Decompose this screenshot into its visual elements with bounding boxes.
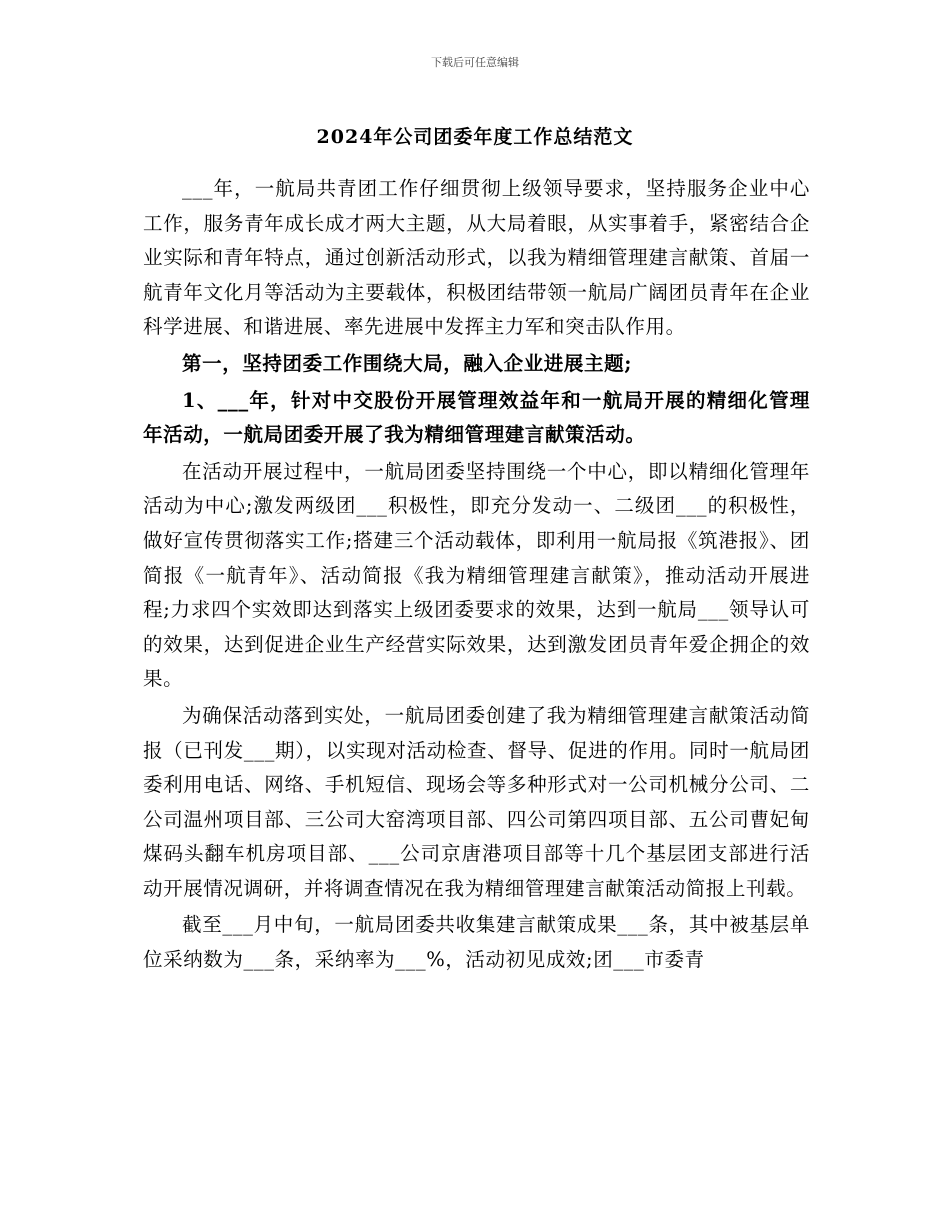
paragraph-results: 截至___月中旬，一航局团委共收集建言献策成果___条，其中被基层单位采纳数为___条，采纳率为___%，活动初见成效;团___市委青 <box>143 913 810 972</box>
paragraph-intro: ___年，一航局共青团工作仔细贯彻上级领导要求，坚持服务企业中心工作，服务青年成长成才两大主题，从大局着眼，从实事着手，紧密结合企业实际和青年特点，通过创新活动形式，以我为精细管理建言献策、首届一航青年文化月等活动为主要载体，积极团结带领一航局广阔团员青年在企业科学进展、和谐进展、率先进展中发挥主力军和突击队作用。 <box>143 177 810 339</box>
subsection-heading-1: 1、___年，针对中交股份开展管理效益年和一航局开展的精细化管理年活动，一航局团委开展了我为精细管理建言献策活动。 <box>143 388 810 447</box>
paragraph-activity-process: 在活动开展过程中，一航局团委坚持围绕一个中心，即以精细化管理年活动为中心;激发两级团___积极性，即充分发动一、二级团___的积极性，做好宣传贯彻落实工作;搭建三个活动载体，即利用一航局报《筑港报》、团简报《一航青年》、活动简报《我为精细管理建言献策》，推动活动开展进程;力求四个实效即达到落实上级团委要求的效果，达到一航局___领导认可的效果，达到促进企业生产经营实际效果，达到激发团员青年爱企拥企的效果。 <box>143 459 810 691</box>
document-body <box>143 172 810 978</box>
page-header: 下载后可任意编辑 <box>431 56 519 69</box>
paragraph-activity-briefing: 为确保活动落到实处，一航局团委创建了我为精细管理建言献策活动简报（已刊发___期），以实现对活动检查、督导、促进的作用。同时一航局团委利用电话、网络、手机短信、现场会等多种形式对一公司机械分公司、二公司温州项目部、三公司大窑湾项目部、四公司第四项目部、五公司曹妃甸煤码头翻车机房项目部、___公司京唐港项目部等十几个基层团支部进行活动开展情况调研，并将调查情况在我为精细管理建言献策活动简报上刊载。 <box>143 703 810 900</box>
document-title: 2024年公司团委年度工作总结范文 <box>316 126 634 148</box>
section-heading-1: 第一，坚持团委工作围绕大局，融入企业进展主题; <box>182 351 632 375</box>
